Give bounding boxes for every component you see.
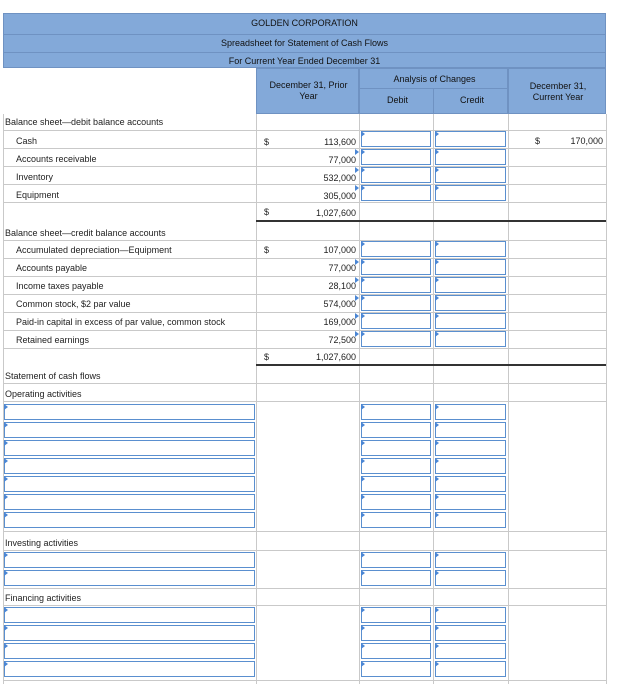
credit-input-retained-earnings[interactable] [435, 331, 506, 347]
debit-input-accum-dep[interactable] [361, 241, 431, 257]
prior-cash: 113,600 [324, 137, 356, 147]
operating-credit-input[interactable] [435, 440, 506, 456]
debit-input-paid-in-capital[interactable] [361, 313, 431, 329]
operating-desc-input[interactable] [4, 422, 255, 438]
investing-heading: Investing activities [5, 538, 79, 548]
row-label-equipment: Equipment [16, 190, 60, 200]
row-label-ap: Accounts payable [16, 263, 88, 273]
debit-total-dollar: $ [264, 207, 270, 217]
col-prior-label: December 31, Prior Year [269, 80, 348, 101]
credit-section-heading: Balance sheet—credit balance accounts [5, 228, 166, 238]
row-label-income-tax: Income taxes payable [16, 281, 104, 291]
operating-credit-input[interactable] [435, 404, 506, 420]
credit-input-cash[interactable] [435, 131, 506, 147]
investing-credit-input[interactable] [435, 570, 506, 586]
dollar-sign: $ [264, 137, 270, 147]
operating-debit-input[interactable] [361, 440, 431, 456]
row-label-common-stock: Common stock, $2 par value [16, 299, 131, 309]
col-current-label: December 31, Current Year [529, 81, 587, 102]
debit-input-income-tax[interactable] [361, 277, 431, 293]
financing-debit-input[interactable] [361, 643, 431, 659]
operating-debit-input[interactable] [361, 404, 431, 420]
investing-debit-input[interactable] [361, 570, 431, 586]
prior-income-tax: 28,100 [328, 281, 356, 291]
prior-paid-in-capital: 169,000 [323, 317, 356, 327]
credit-input-common-stock[interactable] [435, 295, 506, 311]
header-banner [3, 13, 606, 68]
financing-credit-input[interactable] [435, 607, 506, 623]
investing-desc-input[interactable] [4, 570, 255, 586]
analysis-label: Analysis of Changes [393, 74, 476, 84]
current-cash: 170,000 [570, 136, 603, 146]
debit-input-ap[interactable] [361, 259, 431, 275]
financing-debit-input[interactable] [361, 625, 431, 641]
operating-debit-input[interactable] [361, 512, 431, 528]
dollar-sign-accum-dep: $ [264, 245, 270, 255]
spreadsheet-title: Spreadsheet for Statement of Cash Flows [220, 38, 389, 48]
operating-debit-input[interactable] [361, 458, 431, 474]
financing-heading: Financing activities [5, 593, 82, 603]
period-title: For Current Year Ended December 31 [228, 56, 381, 66]
debit-input-retained-earnings[interactable] [361, 331, 431, 347]
debit-input-inventory[interactable] [361, 167, 431, 183]
cash-flows-heading: Statement of cash flows [5, 371, 101, 381]
prior-equipment: 305,000 [323, 191, 356, 201]
financing-debit-input[interactable] [361, 661, 431, 677]
financing-desc-input[interactable] [4, 661, 255, 677]
operating-desc-input[interactable] [4, 476, 255, 492]
company-name: GOLDEN CORPORATION [251, 18, 358, 28]
investing-desc-input[interactable] [4, 552, 255, 568]
debit-input-equipment[interactable] [361, 185, 431, 201]
col-current-header [508, 68, 606, 114]
financing-credit-input[interactable] [435, 661, 506, 677]
operating-heading: Operating activities [5, 389, 82, 399]
prior-inventory: 532,000 [323, 173, 356, 183]
row-label-cash: Cash [16, 136, 38, 146]
row-label-paid-in-capital: Paid-in capital in excess of par value, common stock [16, 317, 226, 327]
operating-debit-input[interactable] [361, 494, 431, 510]
row-label-ar: Accounts receivable [16, 154, 97, 164]
investing-credit-input[interactable] [435, 552, 506, 568]
financing-credit-input[interactable] [435, 625, 506, 641]
prior-ar: 77,000 [328, 155, 356, 165]
credit-input-inventory[interactable] [435, 167, 506, 183]
prior-common-stock: 574,000 [323, 299, 356, 309]
credit-input-ap[interactable] [435, 259, 506, 275]
operating-desc-input[interactable] [4, 512, 255, 528]
financing-credit-input[interactable] [435, 643, 506, 659]
investing-debit-input[interactable] [361, 552, 431, 568]
credit-label: Credit [459, 95, 484, 105]
row-label-retained-earnings: Retained earnings [16, 335, 90, 345]
credit-total-dollar: $ [264, 352, 270, 362]
credit-input-paid-in-capital[interactable] [435, 313, 506, 329]
financing-desc-input[interactable] [4, 643, 255, 659]
operating-debit-input[interactable] [361, 422, 431, 438]
financing-debit-input[interactable] [361, 607, 431, 623]
operating-desc-input[interactable] [4, 458, 255, 474]
debit-section-heading: Balance sheet—debit balance accounts [5, 117, 164, 127]
operating-credit-input[interactable] [435, 512, 506, 528]
debit-input-ar[interactable] [361, 149, 431, 165]
operating-credit-input[interactable] [435, 422, 506, 438]
financing-desc-input[interactable] [4, 607, 255, 623]
credit-input-ar[interactable] [435, 149, 506, 165]
operating-debit-input[interactable] [361, 476, 431, 492]
operating-credit-input[interactable] [435, 458, 506, 474]
current-dollar-sign: $ [535, 136, 541, 146]
credit-total: 1,027,600 [315, 352, 356, 362]
operating-credit-input[interactable] [435, 476, 506, 492]
prior-ap: 77,000 [328, 263, 356, 273]
operating-desc-input[interactable] [4, 404, 255, 420]
debit-input-common-stock[interactable] [361, 295, 431, 311]
current-input-ar[interactable] [510, 149, 605, 165]
operating-desc-input[interactable] [4, 440, 255, 456]
operating-desc-input[interactable] [4, 494, 255, 510]
col-prior-header [256, 68, 359, 114]
prior-accum-dep: 107,000 [323, 245, 356, 255]
row-label-inventory: Inventory [16, 172, 54, 182]
credit-input-income-tax[interactable] [435, 277, 506, 293]
financing-desc-input[interactable] [4, 625, 255, 641]
operating-credit-input[interactable] [435, 494, 506, 510]
prior-retained-earnings: 72,500 [328, 335, 356, 345]
debit-label: Debit [386, 95, 408, 105]
debit-input-cash[interactable] [361, 131, 431, 147]
row-label-accum-dep: Accumulated depreciation—Equipment [16, 245, 172, 255]
debit-total: 1,027,600 [315, 208, 356, 218]
credit-input-equipment[interactable] [435, 185, 506, 201]
credit-input-accum-dep[interactable] [435, 241, 506, 257]
